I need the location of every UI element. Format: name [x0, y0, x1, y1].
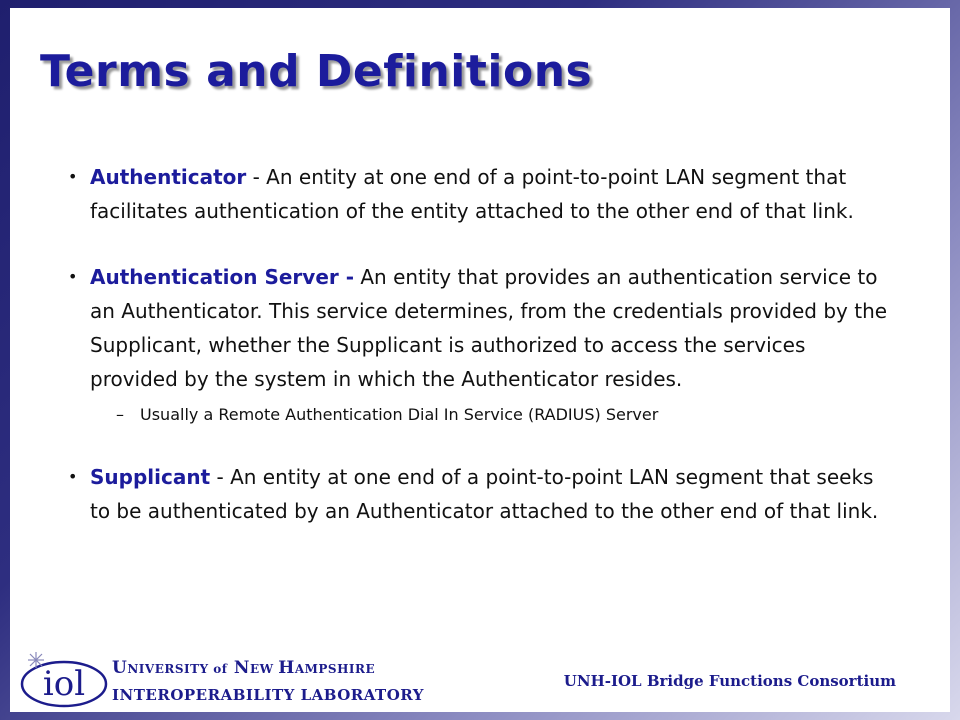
term-label: Authenticator — [90, 165, 247, 189]
university-name: UNIVERSITY of NEW HAMPSHIRE — [112, 658, 376, 678]
bullet-dot: • — [68, 267, 78, 286]
sub-bullet-text: Usually a Remote Authentication Dial In Service (RADIUS) Server — [140, 405, 659, 424]
definition-text: - An entity at one end of a point-to-point LAN segment that seeks to be authenticated by an Authenticator attached to the other end of that link. — [90, 465, 879, 523]
sub-bullet — [90, 402, 890, 428]
bullet-supplicant — [60, 460, 890, 528]
bullet-dot: • — [68, 167, 78, 186]
definition-text: An entity that provides an authentication service to an Authenticator. This service determines, from the credentials provided by the Supplicant, whether the Supplicant is authorized to access the services provided by the system in which the Authenticator resides. — [90, 265, 888, 391]
bullet-dot: • — [68, 467, 78, 486]
term-label: Authentication Server - — [90, 265, 355, 289]
dash-marker: – — [116, 405, 124, 424]
logo-text: iol — [42, 664, 86, 704]
footer — [10, 638, 950, 712]
bullet-list — [60, 160, 890, 560]
bullet-authenticator — [60, 160, 890, 228]
slide — [10, 8, 950, 712]
bullet-authentication-server — [60, 260, 890, 428]
term-label: Supplicant — [90, 465, 211, 489]
laboratory-name: INTEROPERABILITY LABORATORY — [112, 686, 424, 704]
slide-title: Terms and Definitions — [40, 46, 593, 97]
iol-logo — [16, 648, 116, 710]
definition-text: - An entity at one end of a point-to-point LAN segment that facilitates authentication of the entity attached to the other end of that link. — [90, 165, 854, 223]
consortium-name: UNH-IOL Bridge Functions Consortium — [563, 672, 896, 690]
